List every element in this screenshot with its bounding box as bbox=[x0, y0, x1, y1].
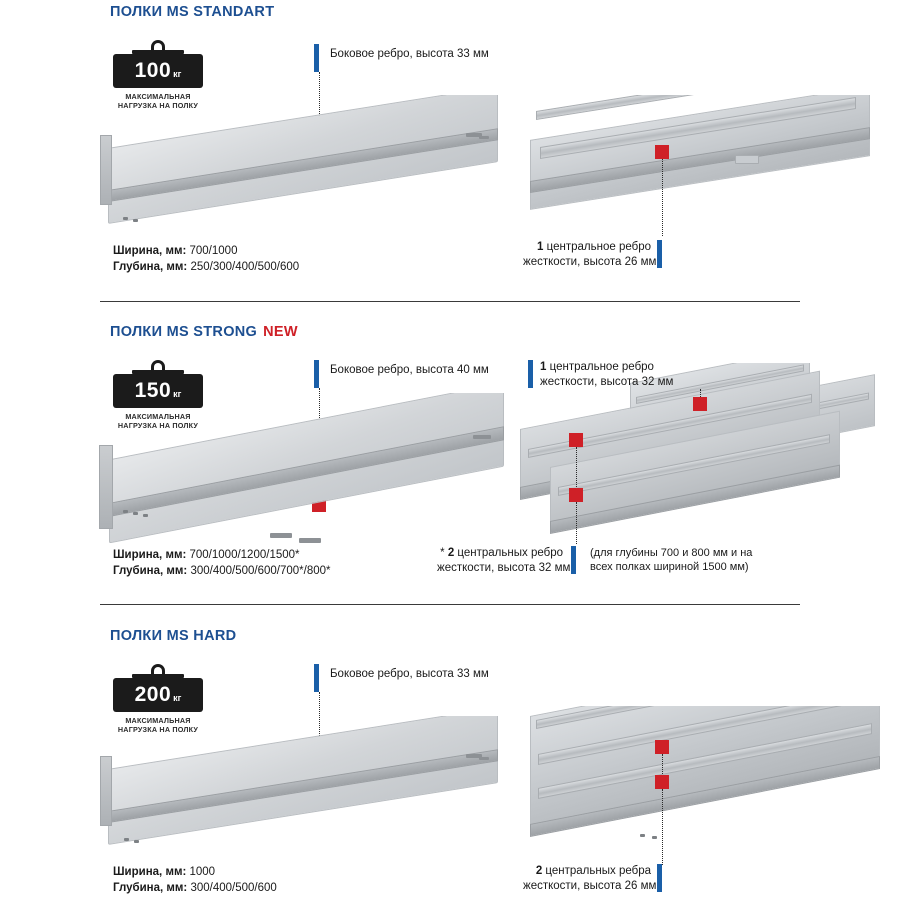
center-rib-callout bbox=[540, 360, 673, 389]
load-value: 200 bbox=[134, 683, 172, 706]
center-rib2-star: * bbox=[440, 547, 445, 559]
side-rib-callout: Боковое ребро, высота 33 мм bbox=[330, 48, 489, 60]
load-caption-line1: МАКСИМАЛЬНАЯ bbox=[125, 92, 191, 101]
load-value-box bbox=[113, 678, 203, 712]
side-rib-bar-icon bbox=[314, 360, 319, 388]
dimensions-standart bbox=[113, 243, 299, 275]
load-unit: кг bbox=[173, 69, 182, 79]
red-square-marker-icon-2 bbox=[655, 145, 669, 159]
load-caption-line2: НАГРУЗКА НА ПОЛКУ bbox=[117, 725, 199, 734]
width-value: 1000 bbox=[189, 866, 216, 878]
width-label: Ширина, мм: bbox=[113, 866, 187, 878]
depth-value: 300/400/500/600 bbox=[190, 882, 277, 894]
shelf-illustration-hard-bottom bbox=[520, 706, 890, 866]
new-badge: NEW bbox=[263, 324, 298, 340]
width-value: 700/1000/1200/1500* bbox=[189, 549, 300, 561]
side-rib-bar-icon bbox=[314, 44, 319, 72]
red-square-marker-icon-4 bbox=[569, 488, 583, 502]
red-square-marker-icon-2 bbox=[655, 740, 669, 754]
section-divider-2 bbox=[100, 604, 800, 605]
load-caption-line2: НАГРУЗКА НА ПОЛКУ bbox=[117, 421, 199, 430]
section-title-text: ПОЛКИ MS STANDART bbox=[110, 4, 275, 20]
center-rib2-text: центральных ребро bbox=[457, 547, 563, 559]
center-rib2-leader-line-a bbox=[576, 447, 577, 489]
section-hard bbox=[0, 606, 900, 900]
center-rib-count: 1 bbox=[540, 361, 547, 373]
center-rib2-text2: жесткости, высота 32 мм bbox=[437, 561, 571, 574]
load-caption-line1: МАКСИМАЛЬНАЯ bbox=[125, 412, 191, 421]
depth-value: 300/400/500/600/700*/800* bbox=[190, 565, 331, 577]
shelf-illustration-strong-top bbox=[95, 393, 515, 543]
shelf-illustration-standart-bottom bbox=[520, 95, 890, 225]
center-rib-callout bbox=[523, 240, 657, 269]
center-rib-bar-icon bbox=[528, 360, 533, 388]
shelf-illustration-strong-bottom bbox=[510, 363, 900, 548]
center-rib-leader-line-a bbox=[662, 754, 663, 776]
section-title-text: ПОЛКИ MS STRONG bbox=[110, 324, 258, 340]
section-standart bbox=[0, 0, 900, 300]
section-strong bbox=[0, 303, 900, 603]
center-rib-leader-line-b bbox=[662, 789, 663, 865]
center-rib-bar-icon bbox=[657, 240, 662, 268]
load-value: 100 bbox=[134, 59, 172, 82]
center-rib-callout-2 bbox=[437, 546, 571, 575]
depth-label: Глубина, мм: bbox=[113, 882, 188, 894]
center-rib-leader-line bbox=[662, 159, 663, 236]
shelf-illustration-standart-top bbox=[100, 95, 500, 235]
side-rib-callout: Боковое ребро, высота 33 мм bbox=[330, 668, 489, 680]
section-divider-1 bbox=[100, 301, 800, 302]
load-value: 150 bbox=[134, 379, 172, 402]
center-rib-text2: жесткости, высота 26 мм bbox=[523, 255, 657, 268]
dimensions-hard bbox=[113, 864, 277, 896]
center-rib-count: 2 bbox=[535, 865, 543, 877]
center-rib2-leader-line-b bbox=[576, 502, 577, 544]
center-rib2-bar-icon bbox=[571, 546, 576, 574]
width-label: Ширина, мм: bbox=[113, 245, 187, 257]
center-rib-bar-icon bbox=[657, 864, 662, 892]
side-rib-callout: Боковое ребро, высота 40 мм bbox=[330, 364, 489, 376]
center-rib-count: 1 bbox=[537, 241, 544, 253]
load-caption-line1: МАКСИМАЛЬНАЯ bbox=[125, 716, 191, 725]
shelf-illustration-hard-top bbox=[100, 716, 500, 856]
dimensions-strong bbox=[113, 547, 331, 579]
load-unit: кг bbox=[173, 693, 182, 703]
center-rib-text: центральных ребра bbox=[545, 865, 651, 877]
red-square-marker-icon-2 bbox=[693, 397, 707, 411]
load-value-box bbox=[113, 54, 203, 88]
strong-note-line2: всех полках шириной 1500 мм) bbox=[590, 561, 749, 573]
section-title-standart bbox=[110, 4, 274, 20]
depth-label: Глубина, мм: bbox=[113, 565, 188, 577]
depth-label: Глубина, мм: bbox=[113, 261, 188, 273]
hook-weight-icon bbox=[113, 360, 203, 374]
hook-weight-icon bbox=[113, 40, 203, 54]
width-value: 700/1000 bbox=[189, 245, 238, 257]
section-title-strong bbox=[110, 324, 298, 340]
strong-note-line1: (для глубины 700 и 800 мм и на bbox=[590, 547, 753, 559]
width-label: Ширина, мм: bbox=[113, 549, 187, 561]
depth-value: 250/300/400/500/600 bbox=[190, 261, 300, 273]
center-rib-text2: жесткости, высота 32 мм bbox=[540, 375, 674, 388]
strong-note bbox=[590, 546, 820, 574]
red-square-marker-icon-3 bbox=[655, 775, 669, 789]
red-square-marker-icon-3 bbox=[569, 433, 583, 447]
center-rib-text2: жесткости, высота 26 мм bbox=[523, 879, 657, 892]
side-rib-bar-icon bbox=[314, 664, 319, 692]
hook-weight-icon bbox=[113, 664, 203, 678]
section-title-hard bbox=[110, 628, 236, 644]
center-rib-text: центральное ребро bbox=[549, 361, 654, 373]
center-rib2-count: 2 bbox=[447, 547, 455, 559]
load-unit: кг bbox=[173, 389, 182, 399]
center-rib-callout bbox=[523, 864, 657, 893]
section-title-text: ПОЛКИ MS HARD bbox=[110, 628, 237, 644]
load-caption-line2: НАГРУЗКА НА ПОЛКУ bbox=[117, 101, 199, 110]
center-rib-text: центральное ребро bbox=[546, 241, 651, 253]
